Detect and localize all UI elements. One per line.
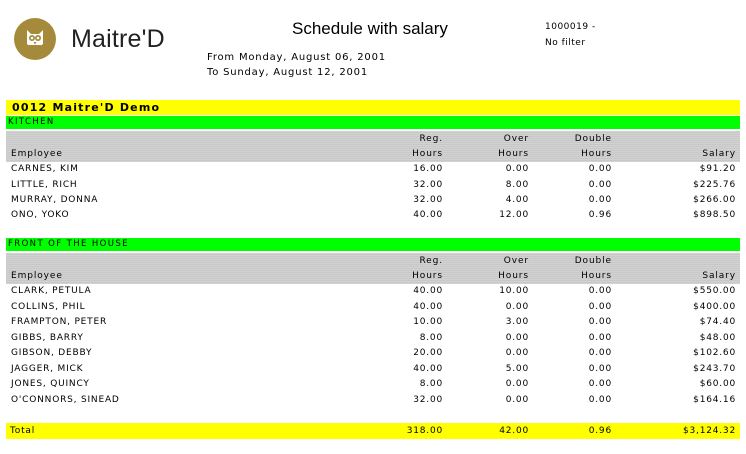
col-reg-top: Reg. [419, 256, 443, 266]
over-hours: 5.00 [505, 364, 529, 374]
col-double-bottom: Hours [581, 149, 612, 159]
date-range-from: From Monday, August 06, 2001 [207, 52, 386, 63]
reg-hours: 32.00 [413, 395, 443, 405]
double-hours: 0.00 [588, 180, 612, 190]
employee-name: GIBBS, BARRY [11, 333, 84, 343]
double-hours: 0.00 [588, 195, 612, 205]
double-hours: 0.00 [588, 348, 612, 358]
salary: $102.60 [693, 348, 736, 358]
over-hours: 8.00 [505, 180, 529, 190]
over-hours: 0.00 [505, 379, 529, 389]
salary: $60.00 [699, 379, 736, 389]
employee-name: MURRAY, DONNA [11, 195, 99, 205]
double-hours: 0.00 [588, 364, 612, 374]
total-reg-hours: 318.00 [406, 426, 443, 436]
store-title: 0012 Maitre'D Demo [6, 100, 740, 115]
reg-hours: 40.00 [413, 210, 443, 220]
employee-name: O'CONNORS, SINEAD [11, 395, 120, 405]
double-hours: 0.00 [588, 286, 612, 296]
salary: $48.00 [699, 333, 736, 343]
employee-name: JONES, QUINCY [11, 379, 90, 389]
employee-name: CLARK, PETULA [11, 286, 92, 296]
salary: $164.16 [693, 395, 736, 405]
reg-hours: 40.00 [413, 302, 443, 312]
total-double-hours: 0.96 [588, 426, 612, 436]
maitred-logo [14, 18, 164, 64]
over-hours: 3.00 [505, 317, 529, 327]
section-kitchen: KITCHEN [6, 116, 740, 129]
col-over-top: Over [503, 134, 529, 144]
double-hours: 0.00 [588, 333, 612, 343]
over-hours: 0.00 [505, 395, 529, 405]
date-range-to: To Sunday, August 12, 2001 [207, 67, 368, 78]
col-employee: Employee [11, 271, 63, 281]
reg-hours: 40.00 [413, 286, 443, 296]
col-over-top: Over [503, 256, 529, 266]
double-hours: 0.00 [588, 302, 612, 312]
reg-hours: 8.00 [419, 333, 443, 343]
reg-hours: 32.00 [413, 195, 443, 205]
col-over-bottom: Hours [498, 271, 529, 281]
brand-name: Maitre'D [71, 25, 165, 53]
double-hours: 0.00 [588, 379, 612, 389]
col-double-top: Double [574, 256, 612, 266]
reg-hours: 32.00 [413, 180, 443, 190]
employee-name: GIBSON, DEBBY [11, 348, 93, 358]
col-reg-bottom: Hours [412, 271, 443, 281]
salary: $91.20 [699, 164, 736, 174]
column-header [6, 253, 740, 284]
salary: $898.50 [693, 210, 736, 220]
report-title: Schedule with salary [292, 19, 448, 38]
total-salary: $3,124.32 [682, 426, 736, 436]
col-double-top: Double [574, 134, 612, 144]
over-hours: 0.00 [505, 348, 529, 358]
over-hours: 12.00 [499, 210, 529, 220]
reg-hours: 40.00 [413, 364, 443, 374]
section-front-of-house: FRONT OF THE HOUSE [6, 238, 740, 251]
salary: $266.00 [693, 195, 736, 205]
report-filter: No filter [545, 38, 586, 48]
total-label: Total [10, 426, 36, 436]
double-hours: 0.00 [588, 317, 612, 327]
over-hours: 0.00 [505, 302, 529, 312]
over-hours: 4.00 [505, 195, 529, 205]
col-over-bottom: Hours [498, 149, 529, 159]
employee-name: FRAMPTON, PETER [11, 317, 108, 327]
salary: $225.76 [693, 180, 736, 190]
reg-hours: 10.00 [413, 317, 443, 327]
column-header [6, 131, 740, 162]
employee-name: CARNES, KIM [11, 164, 79, 174]
employee-name: COLLINS, PHIL [11, 302, 86, 312]
over-hours: 0.00 [505, 164, 529, 174]
salary: $400.00 [693, 302, 736, 312]
total-over-hours: 42.00 [499, 426, 529, 436]
col-employee: Employee [11, 149, 63, 159]
employee-name: ONO, YOKO [11, 210, 70, 220]
col-reg-top: Reg. [419, 134, 443, 144]
double-hours: 0.96 [588, 210, 612, 220]
salary: $74.40 [699, 317, 736, 327]
salary: $550.00 [693, 286, 736, 296]
over-hours: 10.00 [499, 286, 529, 296]
col-double-bottom: Hours [581, 271, 612, 281]
employee-name: JAGGER, MICK [11, 364, 84, 374]
employee-name: LITTLE, RICH [11, 180, 78, 190]
salary: $243.70 [693, 364, 736, 374]
reg-hours: 8.00 [419, 379, 443, 389]
double-hours: 0.00 [588, 395, 612, 405]
report-id: 1000019 - [545, 22, 596, 32]
reg-hours: 20.00 [413, 348, 443, 358]
col-reg-bottom: Hours [412, 149, 443, 159]
owl-waiter-icon [14, 18, 56, 60]
col-salary: Salary [702, 271, 736, 281]
double-hours: 0.00 [588, 164, 612, 174]
reg-hours: 16.00 [413, 164, 443, 174]
total-row [6, 423, 740, 439]
over-hours: 0.00 [505, 333, 529, 343]
col-salary: Salary [702, 149, 736, 159]
